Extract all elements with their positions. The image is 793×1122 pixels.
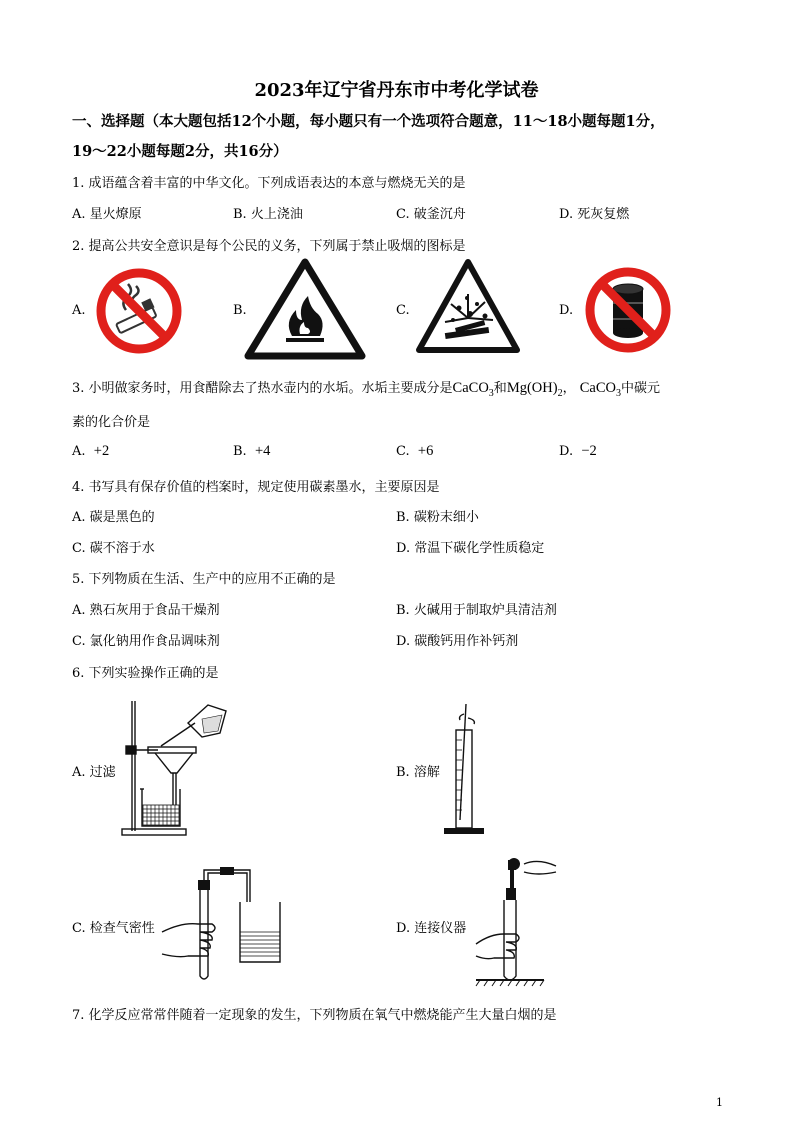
formula-subscript: 3 (488, 387, 494, 399)
q3-stem-part2: 中碳元 (620, 381, 660, 396)
q2-option-b-label[interactable]: B. (233, 303, 247, 318)
question-6-stem: 6. 下列实验操作正确的是 (72, 666, 219, 681)
question-2-stem: 2. 提高公共安全意识是每个公民的义务，下列属于禁止吸烟的图标是 (72, 239, 466, 254)
formula-caco3-a (452, 380, 494, 399)
formula-subscript: 2 (557, 387, 563, 399)
q4-option-a[interactable]: A. 碳是黑色的 (72, 510, 155, 525)
q6-option-b[interactable]: B. 溶解 (396, 765, 440, 780)
q5-option-a[interactable]: A. 熟石灰用于食品干燥剂 (72, 603, 220, 618)
option-value: −2 (581, 443, 597, 459)
no-smoking-icon (94, 266, 184, 356)
option-letter: D. (559, 444, 574, 459)
q6-option-a[interactable]: A. 过滤 (72, 765, 116, 780)
option-value: +2 (93, 443, 110, 459)
q2-option-a-label[interactable]: A. (72, 303, 86, 318)
airtightness-check-illustration (160, 862, 295, 982)
q2-option-c-label[interactable]: C. (396, 303, 410, 318)
q1-option-c[interactable]: C. 破釜沉舟 (396, 207, 466, 222)
q2-option-d-label[interactable]: D. (559, 303, 574, 318)
q3-option-c[interactable] (396, 443, 433, 460)
q1-option-d[interactable]: D. 死灰复燃 (559, 207, 630, 222)
q4-option-c[interactable]: C. 碳不溶于水 (72, 541, 155, 556)
q1-option-a[interactable]: A. 星火燎原 (72, 207, 142, 222)
no-oil-drum-icon (583, 265, 673, 355)
page-number: 1 (716, 1096, 723, 1109)
formula-text: Mg(OH) (506, 380, 558, 396)
q5-option-c[interactable]: C. 氯化钠用作食品调味剂 (72, 634, 220, 649)
q5-option-b[interactable]: B. 火碱用于制取炉具清洁剂 (396, 603, 557, 618)
q5-option-d[interactable]: D. 碳酸钙用作补钙剂 (396, 634, 519, 649)
question-5-stem: 5. 下列物质在生活、生产中的应用不正确的是 (72, 572, 336, 587)
q3-stem-part1: 3. 小明做家务时，用食醋除去了热水壶内的水垢。水垢主要成分是 (72, 381, 453, 396)
q3-and: 和 (493, 381, 507, 396)
q6-option-c[interactable]: C. 检查气密性 (72, 921, 155, 936)
q3-option-b[interactable] (233, 443, 270, 460)
option-value: +4 (254, 443, 271, 459)
connect-apparatus-illustration (474, 852, 564, 987)
q4-option-b[interactable]: B. 碳粉末细小 (396, 510, 479, 525)
q1-option-b[interactable]: B. 火上浇油 (233, 207, 303, 222)
filtration-apparatus-illustration (118, 693, 243, 838)
option-value: +6 (417, 443, 434, 459)
section-heading-line1: 一、选择题（本大题包括12个小题，每小题只有一个选项符合题意，11～18小题每题1分， (72, 113, 665, 130)
option-letter: A. (72, 444, 86, 459)
formula-text: CaCO (579, 380, 616, 396)
formula-caco3-b (579, 380, 621, 399)
option-letter: B. (233, 444, 247, 459)
q6-option-d[interactable]: D. 连接仪器 (396, 921, 467, 936)
q3-option-d[interactable] (559, 443, 597, 460)
dissolving-cylinder-illustration (440, 700, 490, 840)
formula-mgoh2 (506, 380, 563, 399)
flammable-warning-icon (244, 258, 366, 360)
question-7-stem: 7. 化学反应常常伴随着一定现象的发生，下列物质在氧气中燃烧能产生大量白烟的是 (72, 1008, 557, 1023)
page-title: 2023年辽宁省丹东市中考化学试卷 (254, 80, 539, 101)
question-3-stem (72, 377, 660, 399)
q4-option-d[interactable]: D. 常温下碳化学性质稳定 (396, 541, 545, 556)
explosive-warning-icon (415, 258, 521, 356)
formula-text: CaCO (452, 380, 489, 396)
section-heading-line2: 19～22小题每题2分，共16分） (72, 143, 288, 160)
option-letter: C. (396, 444, 410, 459)
q3-option-a[interactable] (72, 443, 109, 460)
question-4-stem: 4. 书写具有保存价值的档案时，规定使用碳素墨水，主要原因是 (72, 480, 440, 495)
formula-subscript: 3 (615, 387, 621, 399)
q3-comma: ， (562, 381, 576, 396)
question-1-stem: 1. 成语蕴含着丰富的中华文化。下列成语表达的本意与燃烧无关的是 (72, 176, 466, 191)
question-3-stem-line2: 素的化合价是 (72, 415, 151, 430)
